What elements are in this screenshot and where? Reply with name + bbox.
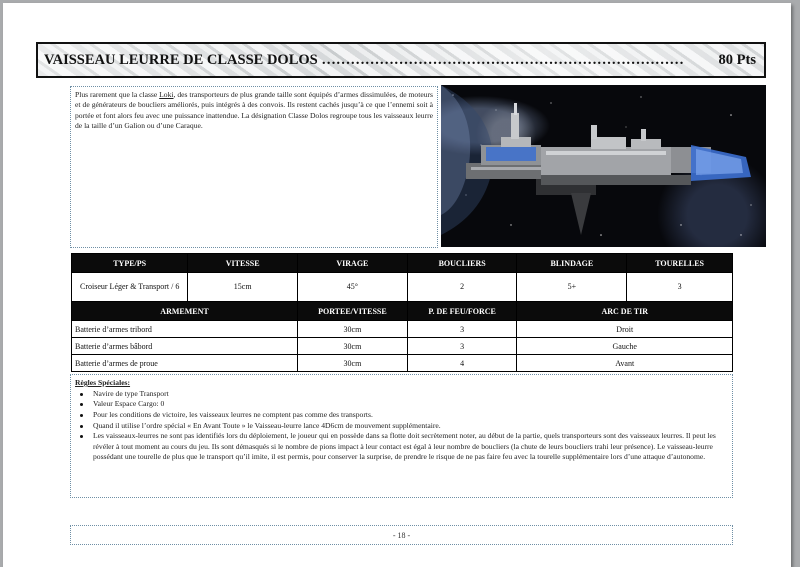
- ship-illustration-svg: [441, 85, 766, 247]
- page-number: - 18 -: [392, 530, 411, 540]
- stats-header-row: [72, 254, 733, 273]
- header-turn: VIRAGE: [298, 254, 408, 273]
- weapon-arc: Gauche: [517, 338, 733, 355]
- weapon-name: Batterie d’armes de proue: [72, 355, 298, 372]
- weapon-range: 30cm: [298, 321, 408, 338]
- table-row: [72, 355, 733, 372]
- list-item: Navire de type Transport: [93, 389, 728, 400]
- special-rules-list: [75, 389, 728, 463]
- weapon-name: Batterie d’armes bâbord: [72, 338, 298, 355]
- intro-text-box: [70, 86, 438, 248]
- unit-title: VAISSEAU LEURRE DE CLASSE DOLOS …………………………………………………………………: [44, 51, 684, 68]
- table-row: [72, 338, 733, 355]
- header-turrets: TOURELLES: [627, 254, 733, 273]
- weapon-arc: Avant: [517, 355, 733, 372]
- points-cost: 80 Pts: [718, 51, 756, 68]
- value-armour: 5+: [517, 273, 627, 302]
- weapon-firepower: 3: [407, 338, 517, 355]
- armament-header-row: [72, 302, 733, 321]
- list-item: Quand il utilise l’ordre spécial « En Avant Toute » le Vaisseau-leurre lance 4D6cm de mouvement supplémentaire.: [93, 421, 728, 432]
- title-banner: [36, 42, 766, 78]
- list-item: Pour les conditions de victoire, les vaisseaux leurres ne comptent pas comme des transports.: [93, 410, 728, 421]
- special-rules-box: [70, 374, 733, 498]
- header-type: TYPE/PS: [72, 254, 188, 273]
- header-shields: BOUCLIERS: [407, 254, 517, 273]
- page-footer: [70, 525, 733, 545]
- stats-values-row: [72, 273, 733, 302]
- ship-illustration: [441, 85, 766, 247]
- value-turn: 45°: [298, 273, 408, 302]
- header-arc: ARC DE TIR: [517, 302, 733, 321]
- list-item: Valeur Espace Cargo: 0: [93, 399, 728, 410]
- table-row: [72, 321, 733, 338]
- weapon-range: 30cm: [298, 338, 408, 355]
- value-speed: 15cm: [188, 273, 298, 302]
- loki-link: Loki: [159, 90, 174, 99]
- intro-text-part2: , des transporteurs de plus grande taille sont équipés d’armes dissimulées, de moteurs et de générateurs de boucliers améliorés, puis intégrés à des convois. Ils restent cachés jusqu’à ce que l’ennemi soit à portée et font alors feu avec une puissance inattendue. La désignation Classe Dolos regroupe tous les vaisseaux leurre de la taille d’un Galion ou d’une Caraque.: [75, 90, 433, 131]
- weapon-range: 30cm: [298, 355, 408, 372]
- header-speed: VITESSE: [188, 254, 298, 273]
- value-type: Croiseur Léger & Transport / 6: [72, 273, 188, 302]
- weapon-name: Batterie d’armes tribord: [72, 321, 298, 338]
- header-firepower: P. DE FEU/FORCE: [407, 302, 517, 321]
- list-item: Les vaisseaux-leurres ne sont pas identifiés lors du déploiement, le joueur qui en possède dans sa flotte doit secrètement noter, au début de la partie, quels transporteurs sont des vaisseaux leurres. Il peut les révéler à tout moment au cours du jeu. Ils sont démasqués si le nombre de pions impact à leur contact est égal à leur nombre de boucliers (la chute de leurs boucliers trahi leur présence). Le vaisseau-leurre possédant une tourelle de plus que le transport qu’il imite, il est permis, pour conserver la surprise, de prendre le risque de ne pas faire feu avec la tourelle supplémentaire lors d’une attaque d’autonome.: [93, 431, 728, 463]
- header-armour: BLINDAGE: [517, 254, 627, 273]
- value-turrets: 3: [627, 273, 733, 302]
- special-rules-title: Règles Spéciales:: [75, 378, 131, 387]
- weapon-firepower: 4: [407, 355, 517, 372]
- header-armament: ARMEMENT: [72, 302, 298, 321]
- header-range: PORTEE/VITESSE: [298, 302, 408, 321]
- profile-table: [71, 253, 733, 372]
- intro-text-part1: Plus rarement que la classe: [75, 90, 160, 99]
- weapon-firepower: 3: [407, 321, 517, 338]
- weapon-arc: Droit: [517, 321, 733, 338]
- value-shields: 2: [407, 273, 517, 302]
